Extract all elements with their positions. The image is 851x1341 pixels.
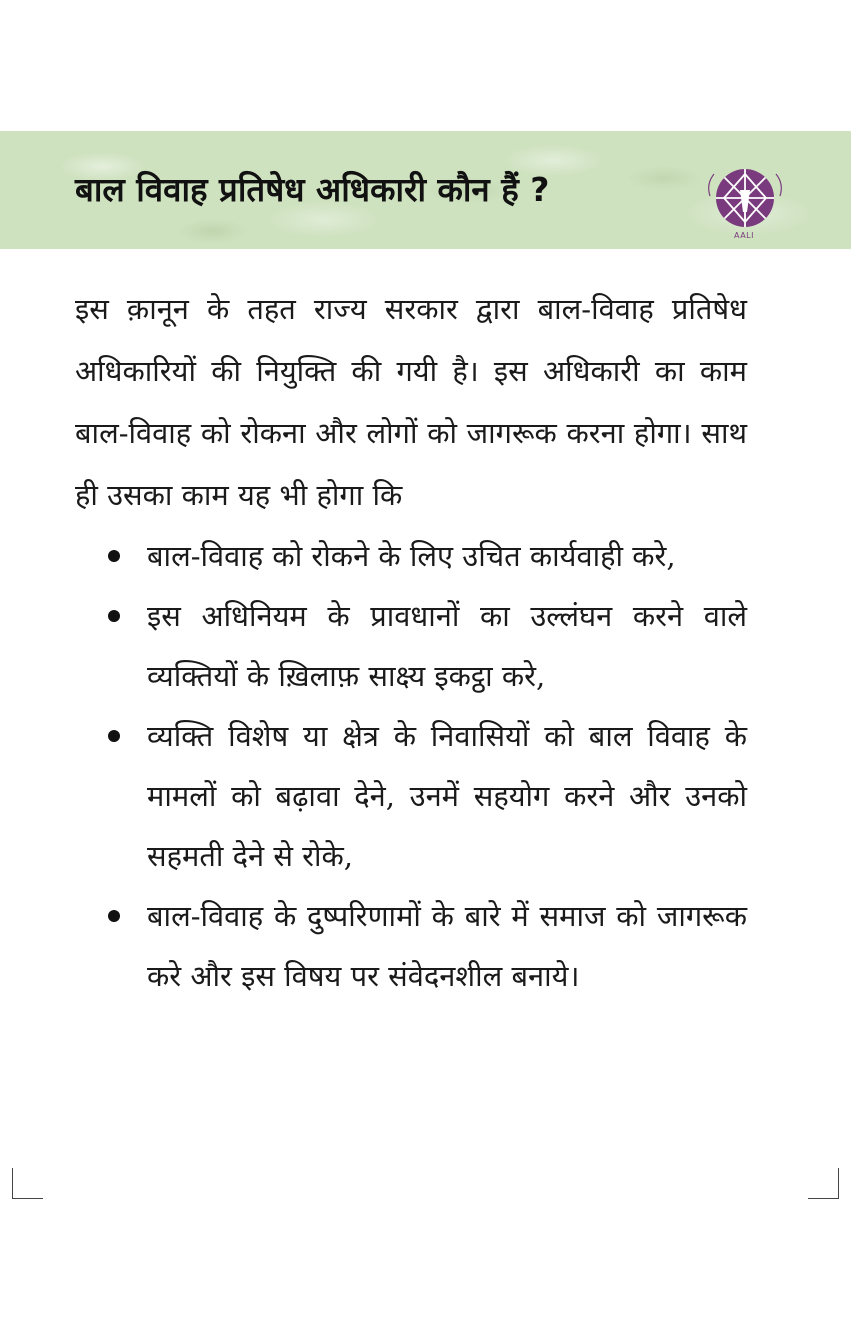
list-item: [75, 886, 747, 1006]
list-item-text: बाल-विवाह को रोकने के लिए उचित कार्यवाही करे,: [147, 539, 676, 573]
page-title: बाल विवाह प्रतिषेध अधिकारी कौन हैं ?: [75, 170, 550, 209]
list-item: [75, 586, 747, 706]
crop-mark-bottom-right: [808, 1168, 839, 1199]
intro-paragraph: इस क़ानून के तहत राज्य सरकार द्वारा बाल-विवाह प्रतिषेध अधिकारियों की नियुक्ति की गयी है। इस अधिकारी का काम बाल-विवाह को रोकना और लोगों को जागरूक करना होगा। साथ ही उसका काम यह भी होगा कि: [75, 292, 747, 512]
list-item: [75, 526, 747, 586]
bullet-icon: [108, 730, 120, 742]
logo-label: AALI: [734, 231, 754, 240]
list-item-text: व्यक्ति विशेष या क्षेत्र के निवासियों को बाल विवाह के मामलों को बढ़ावा देने, उनमें सहयोग करने और उनको सहमती देने से रोके,: [147, 719, 747, 873]
list-item-text: बाल-विवाह के दुष्परिणामों के बारे में समाज को जागरूक करे और इस विषय पर संवेदनशील बनाये।: [147, 899, 747, 993]
content-body: [75, 278, 747, 1006]
bullet-icon: [108, 610, 120, 622]
duties-list: [75, 526, 747, 1006]
bullet-icon: [108, 910, 120, 922]
list-item: [75, 706, 747, 886]
bullet-icon: [108, 550, 120, 562]
crop-mark-bottom-left: [12, 1168, 43, 1199]
list-item-text: इस अधिनियम के प्रावधानों का उल्लंघन करने वाले व्यक्तियों के ख़िलाफ़ साक्ष्य इकट्ठा करे,: [147, 599, 747, 693]
